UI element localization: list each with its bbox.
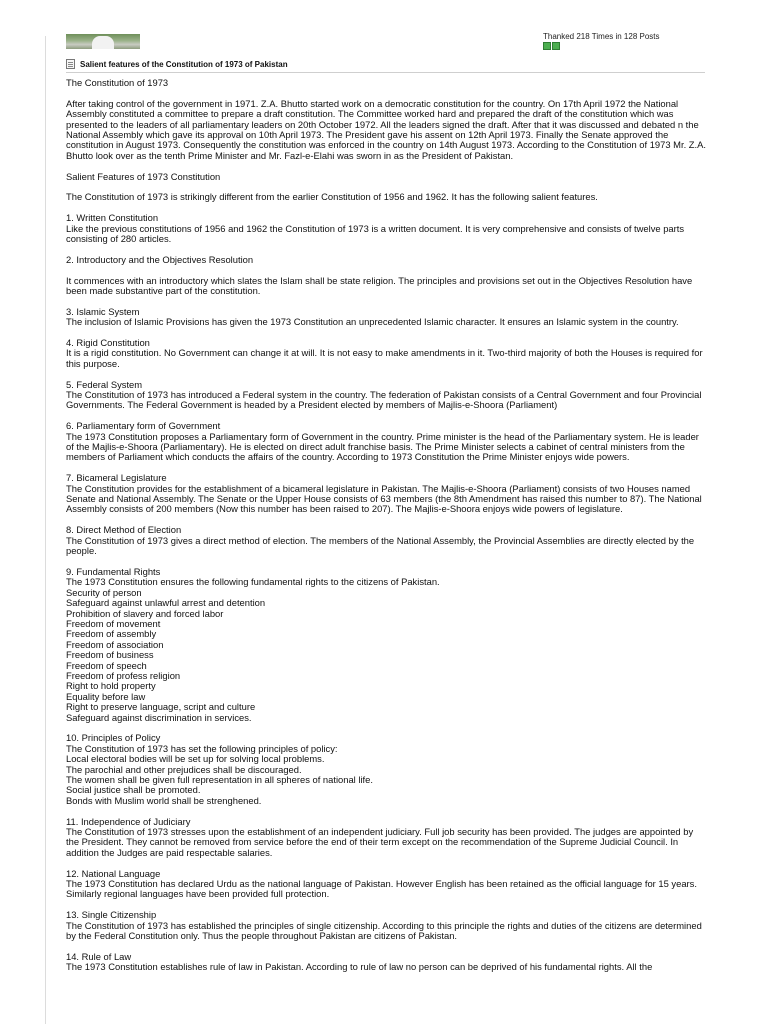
feature-title: 11. Independence of Judiciary — [66, 815, 191, 827]
feature-title: 7. Bicameral Legislature — [66, 472, 167, 484]
feature-title: 3. Islamic System — [66, 305, 140, 317]
feature-8 — [66, 525, 706, 556]
rights-list-item: Safeguard against discrimination in services. — [66, 711, 252, 723]
feature-title: 14. Rule of Law — [66, 950, 132, 962]
feature-title: 5. Federal System — [66, 378, 143, 390]
feature-title: 12. National Language — [66, 867, 161, 879]
feature-5 — [66, 380, 706, 411]
rights-list-item: Freedom of business — [66, 649, 154, 661]
intro-paragraph: After taking control of the government in 1971. Z.A. Bhutto started work on a democratic constitution for the country. On 17th April 1972 the National Assembly constituted a committee to prepare a draft constitution. The Committee worked hard and prepared the draft of the constitution which was presented to the leaders of all parliamentary leaders on 20th October 1972. All the leaders signed the draft. After that it was discussed and debated n the National Assembly which gave its approval on 10th April 1973. The President gave his assent on 12th April 1973. Finally the Senate approved the constitution in August 1973. Consequently the constitution was enforced in the country on 14th August 1973. According to the Constitution of 1973 Mr. Z.A. Bhutto look over as the tenth Prime Minister and Mr. Fazl-e-Elahi was sworn in as the President of Pakistan. — [66, 97, 706, 161]
rights-list-item: Security of person — [66, 586, 142, 598]
feature-6 — [66, 421, 706, 463]
feature-text: The Constitution of 1973 gives a direct method of election. The members of the National Assembly, the Provincial Assemblies are directly elected by the people. — [66, 534, 695, 557]
feature-10 — [66, 733, 706, 806]
post-title-row — [66, 56, 705, 73]
feature-12 — [66, 869, 706, 900]
feature-title: 10. Principles of Policy — [66, 732, 161, 744]
feature-7 — [66, 473, 706, 515]
post-content — [66, 78, 706, 983]
feature-text: The 1973 Constitution ensures the following fundamental rights to the citizens of Pakistan. — [66, 576, 440, 588]
rights-list-item: Freedom of profess religion — [66, 669, 181, 681]
feature-title: 9. Fundamental Rights — [66, 565, 161, 577]
policy-list-item: Bonds with Muslim world shall be strenghened. — [66, 794, 262, 806]
rights-list-item: Freedom of association — [66, 638, 164, 650]
content-heading: The Constitution of 1973 — [66, 77, 169, 88]
policy-list-item: Social justice shall be promoted. — [66, 784, 201, 796]
feature-1 — [66, 213, 706, 244]
rights-list-item: Safeguard against unlawful arrest and detention — [66, 597, 266, 609]
feature-title: 8. Direct Method of Election — [66, 524, 182, 536]
feature-text: The 1973 Constitution proposes a Parliamentary form of Government in the country. Prime minister is the head of the Parliamentary system. He is leader of the Majlis-e-Shoora (Parliamentary). He is elected on direct adult franchise basis. The Prime Minister selects a cabinet of central ministers from the members of Parliament which conducts the affairs of the country. According to 1973 Constitution the Prime Minister enjoys wide powers. — [66, 430, 699, 463]
reputation-icon — [552, 42, 560, 50]
feature-14 — [66, 952, 706, 973]
rights-list-item: Right to hold property — [66, 680, 156, 692]
feature-13 — [66, 910, 706, 941]
salient-intro: The Constitution of 1973 is strikingly different from the earlier Constitution of 1956 and 1962. It has the following salient features. — [66, 191, 598, 203]
feature-text: The Constitution of 1973 has set the following principles of policy: — [66, 742, 338, 754]
thanks-count: Thanked 218 Times in 128 Posts — [543, 32, 660, 41]
feature-9 — [66, 567, 706, 723]
rights-list-item: Freedom of assembly — [66, 628, 157, 640]
feature-text: The Constitution of 1973 stresses upon the establishment of an independent judiciary. Full job security has been provided. The judges are appointed by the President. They cannot be removed from service before the end of their term except on the recommendation of the Supreme Judicial Council. In addition the Judges are paid respectable salaries. — [66, 826, 694, 858]
user-avatar[interactable] — [66, 34, 140, 49]
reputation-icons — [543, 42, 560, 50]
feature-title: 1. Written Constitution — [66, 212, 159, 224]
post-title: Salient features of the Constitution of 1973 of Pakistan — [80, 59, 288, 69]
feature-text: Like the previous constitutions of 1956 and 1962 the Constitution of 1973 is a written document. It is very comprehensive and consists of twelve parts consisting of 280 articles. — [66, 222, 685, 245]
feature-title: 13. Single Citizenship — [66, 909, 157, 921]
salient-heading: Salient Features of 1973 Constitution — [66, 170, 221, 182]
rights-list-item: Right to preserve language, script and culture — [66, 701, 256, 713]
feature-2-title: 2. Introductory and the Objectives Resolution — [66, 253, 254, 265]
feature-text: It is a rigid constitution. No Government can change it at will. It is not easy to make amendments in it. Two-third majority of both the Houses is required for this purpose. — [66, 347, 703, 369]
feature-text: The Constitution provides for the establishment of a bicameral legislature in Pakistan. The Majlis-e-Shoora (Parliament) consists of two Houses named Senate and National Assembly. The Senate or the Upper House consists of 63 members (the 8th Amendment has raised this number to 87). The National Assembly consists of 200 members (Now this number has been raised to 207). The Majlis-e-Shoora enjoys wide powers of legislature. — [66, 482, 702, 515]
rights-list-item: Equality before law — [66, 690, 146, 702]
rights-list-item: Prohibition of slavery and forced labor — [66, 607, 224, 619]
left-divider — [45, 36, 46, 1024]
reputation-icon — [543, 42, 551, 50]
feature-text: The Constitution of 1973 has introduced a Federal system in the country. The federation of Pakistan consists of a Central Government and four Provincial Governments. The Federal Government is headed by a President elected by members of Majlis-e-Shoora (Parliament) — [66, 389, 702, 411]
feature-text: The 1973 Constitution has declared Urdu as the national language of Pakistan. However English has been retained as the official language for 15 years. Similarly regional languages have been provided full protection. — [66, 878, 697, 900]
policy-list-item: The parochial and other prejudices shall be discouraged. — [66, 763, 302, 775]
post-document-icon — [66, 59, 75, 69]
feature-2-text: It commences with an introductory which slates the Islam shall be state religion. The principles and provisions set out in the Objectives Resolution have been made substantive part of the constitution. — [66, 274, 693, 297]
policy-list-item: Local electoral bodies will be set up for solving local problems. — [66, 753, 325, 765]
policy-list-item: The women shall be given full representation in all spheres of national life. — [66, 774, 373, 785]
feature-text: The inclusion of Islamic Provisions has given the 1973 Constitution an unprecedented Islamic character. It ensures an Islamic system in the country. — [66, 316, 679, 328]
feature-text: The 1973 Constitution establishes rule of law in Pakistan. According to rule of law no person can be deprived of his fundamental rights. All the — [66, 961, 653, 973]
feature-11 — [66, 817, 706, 859]
feature-4 — [66, 338, 706, 369]
feature-3 — [66, 307, 706, 328]
feature-text: The Constitution of 1973 has established the principles of single citizenship. According to this principle the rights and duties of the citizens are determined by the Federal Constitution only. Thus the people throughout Pakistan are citizens of Pakistan. — [66, 919, 702, 942]
feature-title: 6. Parliamentary form of Government — [66, 420, 221, 432]
feature-title: 4. Rigid Constitution — [66, 337, 150, 349]
rights-list-item: Freedom of speech — [66, 659, 147, 671]
rights-list-item: Freedom of movement — [66, 617, 161, 629]
